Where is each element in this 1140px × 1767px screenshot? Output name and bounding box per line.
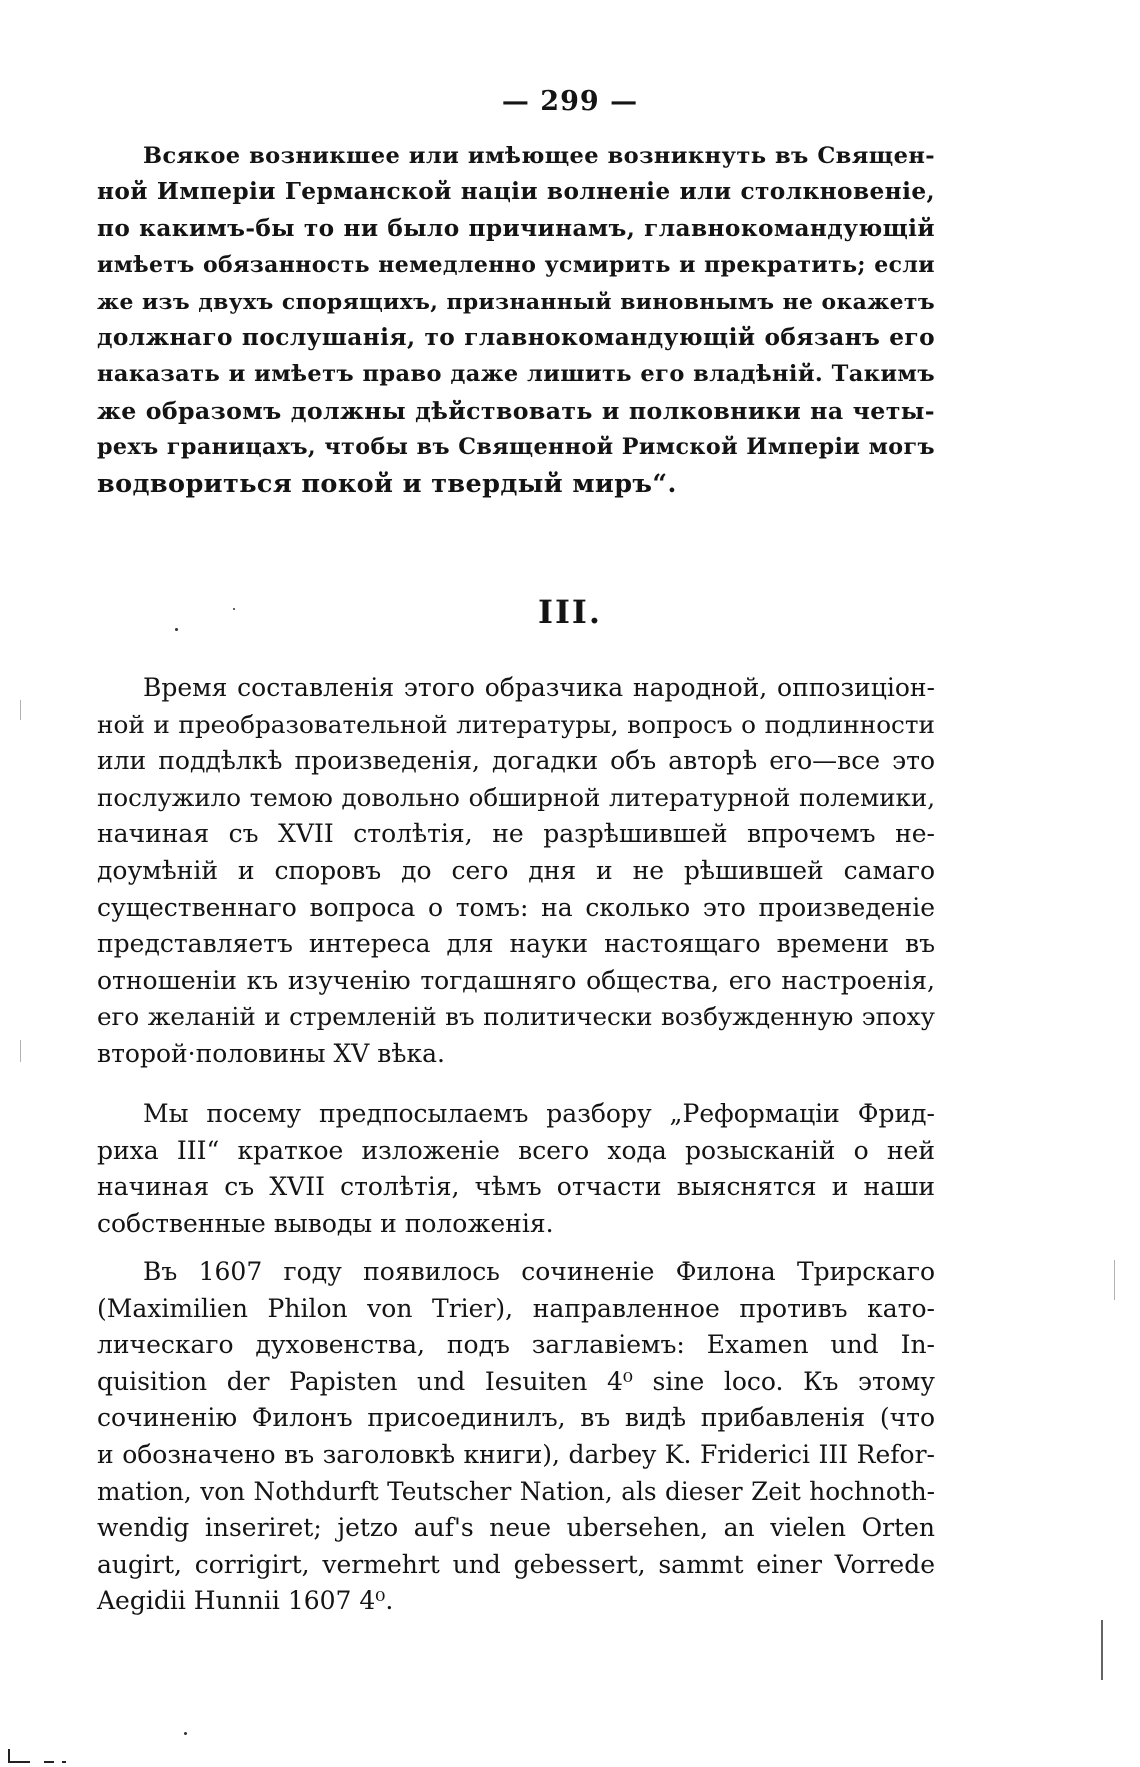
text-line: mation, von Nothdurft Teutscher Nation, als dieser Zeit hochnoth- bbox=[97, 1476, 935, 1506]
scan-edge-mark bbox=[1101, 1620, 1103, 1680]
page-number: — 299 — bbox=[501, 86, 639, 117]
scan-speck bbox=[233, 608, 235, 610]
text-line: Всякое возникшее или имѣющее возникнуть въ Священ- bbox=[143, 143, 935, 169]
paragraph-4 bbox=[97, 1254, 935, 1620]
text-line: доумѣній и споровъ до сего дня и не рѣшившей самаго bbox=[97, 855, 935, 885]
text-line: имѣетъ обязанность немедленно усмирить и прекратить; если bbox=[97, 252, 935, 279]
text-line: и обозначено въ заголовкѣ книги), darbey K. Friderici III Refor- bbox=[97, 1439, 935, 1469]
scan-edge-mark bbox=[8, 1761, 30, 1763]
section-heading: III. bbox=[537, 593, 603, 631]
paragraph-1 bbox=[97, 138, 935, 502]
text-line: представляетъ интереса для науки настоящаго времени въ bbox=[97, 929, 935, 959]
text-line: ной и преобразовательной литературы, вопросъ о подлинности bbox=[97, 709, 935, 739]
text-line: рехъ границахъ, чтобы въ Священной Римской Имперіи могъ bbox=[97, 434, 935, 461]
text-line: ной Имперіи Германской націи волненіе или столкновеніе, bbox=[97, 178, 935, 206]
text-line: Мы посему предпосылаемъ разбору „Реформаціи Фрид- bbox=[143, 1099, 935, 1128]
scan-edge-mark bbox=[20, 700, 21, 720]
text-line: наказать и имѣетъ право даже лишить его владѣній. Такимъ bbox=[97, 361, 935, 388]
text-line: wendig inseriret; jetzo auf's neue ubersehen, an vielen Orten bbox=[97, 1513, 935, 1543]
text-line: начиная съ XVII столѣтія, чѣмъ отчасти выяснятся и наши bbox=[97, 1172, 935, 1202]
text-line: или поддѣлкѣ произведенія, догадки объ авторѣ его—все это bbox=[97, 746, 935, 776]
text-line: должнаго послушанія, то главнокомандующій обязанъ его bbox=[97, 324, 935, 352]
text-line: начиная съ XVII столѣтія, не разрѣшившей впрочемъ не- bbox=[97, 819, 935, 849]
text-line: второй·половины XV вѣка. bbox=[97, 1038, 445, 1068]
scan-edge-mark bbox=[62, 1761, 66, 1763]
scan-edge-mark bbox=[44, 1761, 54, 1763]
text-line: Въ 1607 году появилось сочиненіе Филона Трирскаго bbox=[143, 1257, 935, 1286]
text-line: Aegidii Hunnii 1607 4⁰. bbox=[97, 1586, 394, 1616]
paragraph-2 bbox=[97, 670, 935, 1073]
text-line: же образомъ должны дѣйствовать и полковники на четы- bbox=[97, 396, 935, 425]
paragraph-3 bbox=[97, 1096, 935, 1242]
text-line: quisition der Papisten und Iesuiten 4⁰ sine loco. Къ этому bbox=[97, 1366, 935, 1396]
text-line: augirt, corrigirt, vermehrt und gebessert, sammt einer Vorrede bbox=[97, 1549, 935, 1579]
text-line: отношеніи къ изученію тогдашняго общества, его настроенія, bbox=[97, 965, 935, 995]
text-line: его желаній и стремленій въ политически возбужденную эпоху bbox=[97, 1002, 935, 1032]
text-line: риха III“ краткое изложеніе всего хода розысканій о ней bbox=[97, 1135, 935, 1165]
text-line: же изъ двухъ спорящихъ, признанный виновнымъ не окажетъ bbox=[97, 288, 935, 315]
text-line: (Maximilien Philon von Trier), направленное противъ като- bbox=[97, 1293, 935, 1323]
scan-speck bbox=[175, 628, 178, 631]
text-line: водвориться покой и твердый миръ“. bbox=[97, 468, 677, 499]
scan-edge-mark bbox=[1114, 1260, 1115, 1300]
text-line: лическаго духовенства, подъ заглавіемъ: Examen und In- bbox=[97, 1330, 935, 1360]
text-line: по какимъ-бы то ни было причинамъ, главнокомандующій bbox=[97, 214, 935, 242]
text-line: существеннаго вопроса о томъ: на сколько это произведеніе bbox=[97, 892, 935, 922]
text-line: собственные выводы и положенія. bbox=[97, 1208, 554, 1238]
text-line: Время составленія этого образчика народной, оппозиціон- bbox=[143, 673, 935, 702]
scan-edge-mark bbox=[20, 1040, 21, 1062]
text-line: послужило темою довольно обширной литературной полемики, bbox=[97, 782, 935, 812]
text-line: сочиненію Филонъ присоединилъ, въ видѣ прибавленія (что bbox=[97, 1403, 935, 1433]
scan-speck bbox=[184, 1732, 187, 1735]
